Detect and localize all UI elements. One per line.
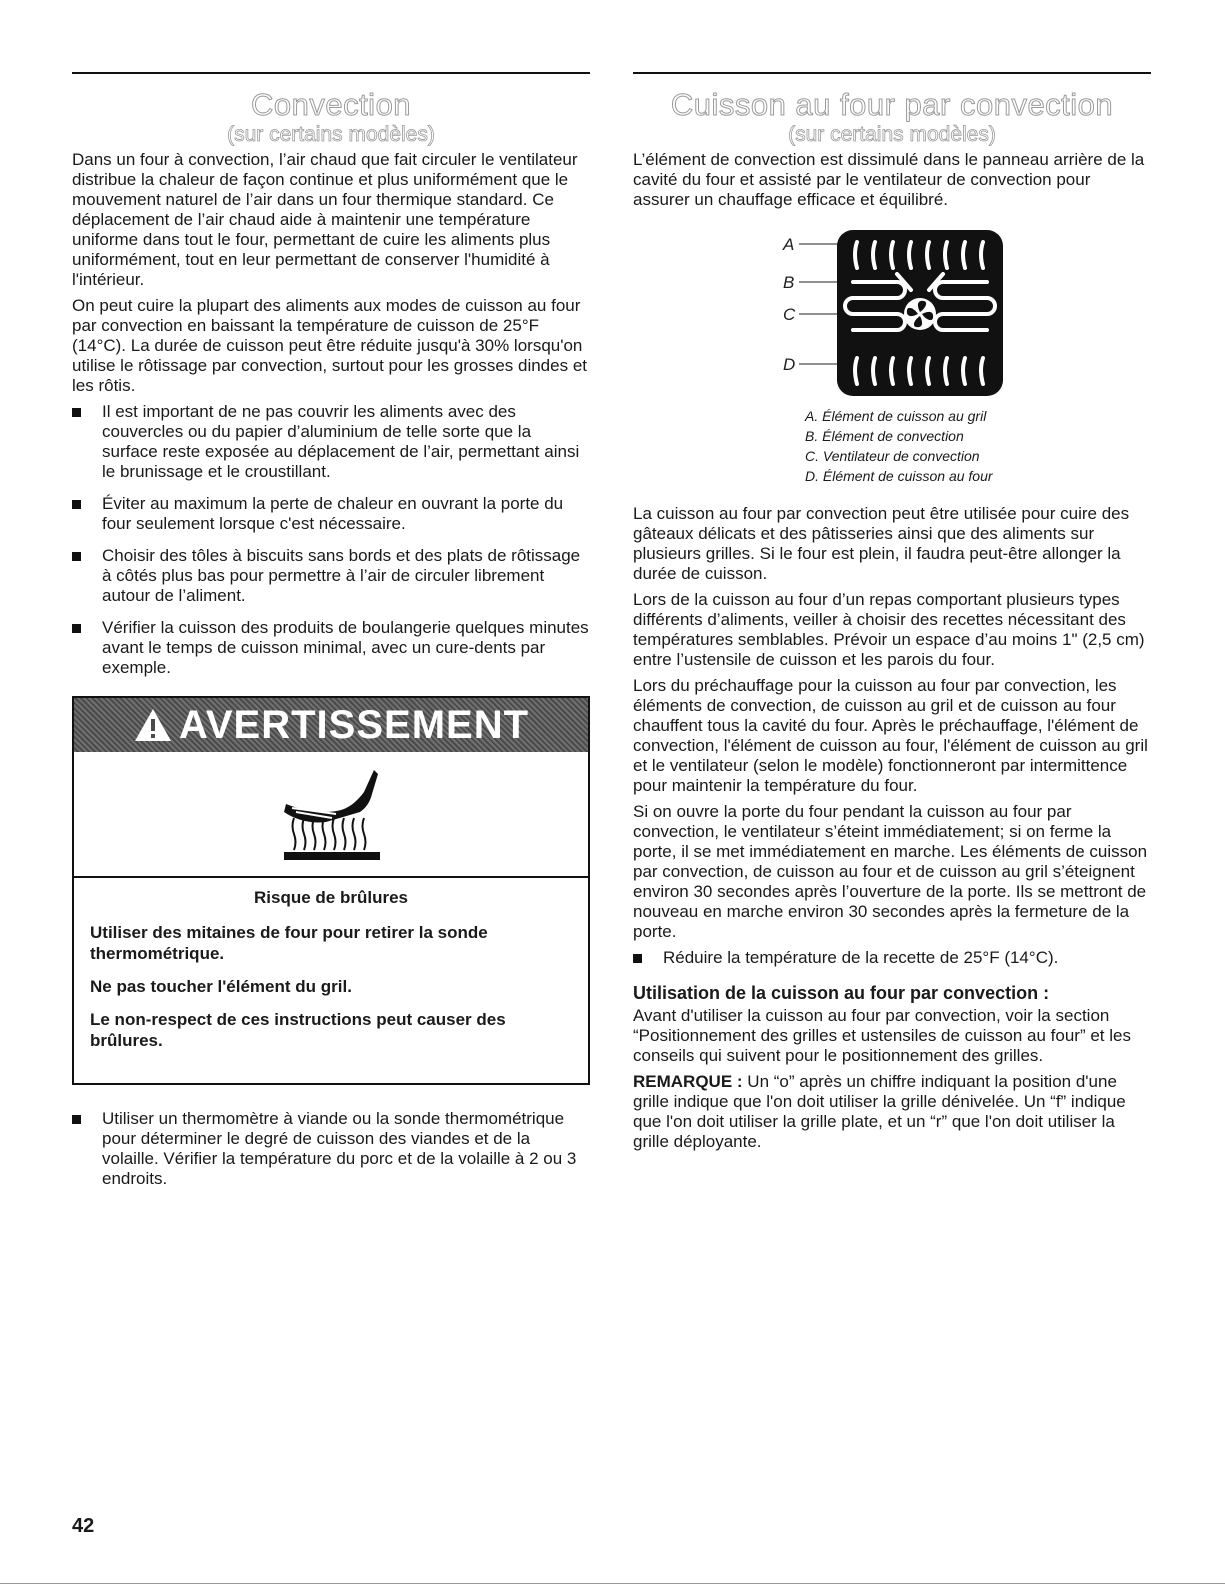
section-title: Cuisson au four par convection [670,87,1114,122]
page-number: 42 [72,1515,95,1537]
warning-line: Ne pas toucher l'élément du gril. [90,977,352,996]
warning-triangle-icon [133,707,173,743]
list-item: Utiliser un thermomètre à viande ou la sonde thermométrique pour déterminer le degré de cuisson des viandes et de la volaille. Vérifier la température du porc et de la volaille à 2 ou 3 endroits. [72,1109,590,1189]
left-column [72,72,590,1201]
paragraph: Avant d'utiliser la cuisson au four par convection, voir la section “Positionnement des grilles et ustensiles de cuisson au four” et les conseils qui suivent pour le positionnement des grilles. [633,1006,1131,1065]
legend-item: A. Élément de cuisson au gril [805,408,987,424]
warning-header [74,698,588,752]
paragraph: Lors du préchauffage pour la cuisson au four par convection, les éléments de convection, de cuisson au gril et de cuisson au four chauffent tous la cavité du four. Après le préchauffage, l'élément de convection, l'élément de cuisson au four, l'élément de cuisson au gril et le ventilateur (selon le modèle) fonctionneront par intermittence pour maintenir la température du four. [633,676,1148,795]
warning-line: Utiliser des mitaines de four pour retirer la sonde thermométrique. [90,923,488,963]
paragraph: On peut cuire la plupart des aliments aux modes de cuisson au four par convection en baissant la température de cuisson de 25°F (14°C). La durée de cuisson peut être réduite jusqu'à 30% lorsqu'on utilise le rôtissage par convection, surtout pour les grosses dindes et les rôtis. [72,296,587,395]
remark-label: REMARQUE : [633,1072,743,1091]
label-c: C [783,305,796,324]
label-d: D [783,355,796,374]
legend-item: B. Élément de convection [805,428,964,444]
bottom-rule [0,1583,1225,1584]
subheading: Utilisation de la cuisson au four par convection : [633,983,1050,1003]
list-item: Éviter au maximum la perte de chaleur en ouvrant la porte du four seulement lorsque c'est nécessaire. [72,494,590,534]
bullet-list [72,402,590,678]
label-a: A [783,235,795,254]
convection-diagram [633,230,1151,400]
paragraph: Lors de la cuisson au four d’un repas comportant plusieurs types différents d’aliments, veiller à choisir des recettes nécessitant des températures semblables. Prévoir un espace d’au moins 1" (2,5 cm) entre l’ustensile de cuisson et les parois du four. [633,590,1145,669]
bullet-list [72,1109,590,1189]
legend-item: C. Ventilateur de convection [805,448,980,464]
oven-diagram-image [777,230,1007,400]
section-title: Convection [250,87,412,122]
paragraph: L’élément de convection est dissimulé dans le panneau arrière de la cavité du four et assisté par le ventilateur de convection pour assurer un chauffage efficace et équilibré. [633,150,1145,209]
top-rule [633,72,1151,74]
warning-risk: Risque de brûlures [254,888,408,907]
figure-legend [805,406,1151,486]
section-subtitle: (sur certains modèles) [788,123,996,146]
warning-title: AVERTISSEMENT [178,702,530,747]
label-b: B [783,273,795,292]
list-item: Il est important de ne pas couvrir les aliments avec des couvercles ou du papier d’aluminium de telle sorte que la surface reste exposée au déplacement de l’air, permettant ainsi le brunissage et le croustillant. [72,402,590,482]
paragraph: La cuisson au four par convection peut être utilisée pour cuire des gâteaux délicats et des pâtisseries ainsi que des aliments sur plusieurs grilles. Si le four est plein, il faudra peut-être allonger la durée de cuisson. [633,504,1130,583]
right-column [633,72,1151,1158]
hot-surface-hand-icon [74,752,588,878]
remark-text: Un “o” après un chiffre indiquant la position d'une grille indique que l'on doit utiliser la grille dénivelée. Un “f” indique que l'on doit utiliser la grille plate, et un “r” que l'on doit utiliser la grille déployante. [633,1072,1126,1151]
legend-item: D. Élément de cuisson au four [805,468,993,484]
list-item: Choisir des tôles à biscuits sans bords et des plats de rôtissage à côtés plus bas pour permettre à l’air de circuler librement autour de l’aliment. [72,546,590,606]
section-subtitle: (sur certains modèles) [227,123,435,146]
list-item: Réduire la température de la recette de 25°F (14°C). [633,948,1151,968]
top-rule [72,72,590,74]
list-item: Vérifier la cuisson des produits de boulangerie quelques minutes avant le temps de cuisson minimal, avec un cure-dents par exemple. [72,618,590,678]
warning-line: Le non-respect de ces instructions peut causer des brûlures. [90,1010,506,1050]
paragraph: Dans un four à convection, l’air chaud que fait circuler le ventilateur distribue la chaleur de façon continue et plus uniformément que le mouvement naturel de l’air dans un four thermique standard. Ce déplacement de l’air chaud aide à maintenir une température uniforme dans tout le four, permettant de cuire les aliments plus uniformément, tout en leur permettant de conserver l'humidité à l'intérieur. [72,150,578,289]
bullet-list [633,948,1151,968]
warning-box [72,696,590,1085]
paragraph: Si on ouvre la porte du four pendant la cuisson au four par convection, le ventilateur s’éteint immédiatement; si on ferme la porte, il se met immédiatement en marche. Les éléments de cuisson par convection, de cuisson au four et de cuisson au gril s’éteignent environ 30 secondes après l’ouverture de la porte. Ils se mettront de nouveau en marche environ 30 secondes après la fermeture de la porte. [633,802,1148,941]
remark-paragraph [633,1072,1151,1152]
